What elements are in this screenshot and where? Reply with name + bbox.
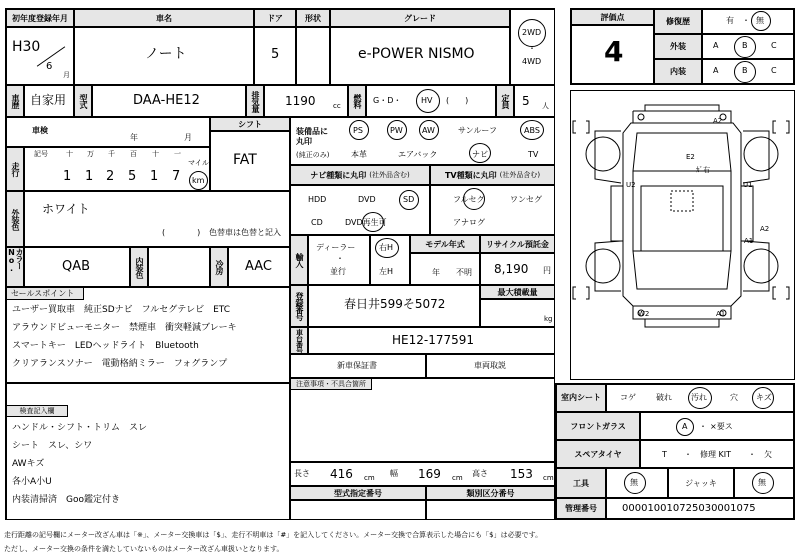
- mileage-header: 走行: [6, 147, 24, 191]
- disp-unit: cc: [333, 102, 341, 110]
- windshield-header: フロントガラス: [556, 412, 640, 440]
- mileage-sub-6: 一: [174, 150, 181, 158]
- interior-header: 内装: [654, 59, 702, 84]
- spare-dot2: ・: [748, 450, 756, 459]
- exterior-a: A: [713, 41, 719, 50]
- month-value: 6: [46, 61, 53, 72]
- manual: 車両取説: [474, 361, 506, 370]
- drive-dot: ・: [528, 44, 536, 53]
- sheet-yogore: 汚れ: [691, 393, 707, 402]
- navi-dvdplay: DVD再生可: [345, 218, 387, 227]
- color-value: ホワイト: [42, 202, 90, 216]
- score-cell: [571, 25, 654, 84]
- shape-header: 形状: [296, 9, 330, 27]
- width-label: 幅: [390, 469, 398, 478]
- mileage-sub-5: 十: [152, 150, 159, 158]
- fuel-gd: G・D・: [373, 96, 402, 105]
- equip-ps: PS: [353, 126, 363, 135]
- usage-header: 車歴: [6, 85, 24, 117]
- color-note: 色替車は色替と記入: [209, 228, 281, 237]
- spare-none: 欠: [764, 450, 772, 459]
- equip-label: 装備品に丸印: [296, 127, 328, 146]
- equip-tv: TV: [528, 150, 539, 159]
- reg-value: 春日井599そ5072: [344, 297, 446, 311]
- fuel-header: 燃料: [348, 85, 366, 117]
- equip-sunroof: サンルーフ: [458, 126, 497, 135]
- fuel-paren: ( ): [446, 96, 469, 105]
- footer-line-2: ただし、メーター交換の条件を満たしていないものはメーター改ざん車扱いとなります。: [4, 545, 284, 553]
- equip-pw: PW: [390, 126, 403, 135]
- notes-header: 注意事項・不具合箇所: [290, 378, 372, 390]
- footer-line-1: 走行距離の記号欄にメーター改ざん車は「※」、メーター交換車は「$」、走行不明車は「#」を記入してください。メーター交換で合算表示した場合にも「$」は必要です。: [4, 531, 543, 539]
- type-no-cell: [290, 500, 426, 520]
- repair-header: 修復歴: [654, 9, 702, 34]
- mileage-digit-0: 1: [63, 169, 72, 184]
- mileage-sub-3: 千: [108, 150, 115, 158]
- mileage-digit-2: 2: [106, 169, 115, 184]
- diag-label-0: A2: [713, 117, 723, 125]
- inspection-year: 年: [130, 133, 138, 142]
- height-label: 高さ: [472, 469, 488, 478]
- color-no-header: カラーNo.: [6, 247, 24, 287]
- color-paren: ( ): [162, 228, 201, 237]
- interior-sheet-header: 室内シート: [556, 384, 606, 412]
- chassis-value: HE12-177591: [392, 333, 475, 347]
- color-header: 外装色: [6, 191, 24, 247]
- inspector-line-1: シート スレ、シワ: [12, 441, 93, 451]
- tv-fullseg: フルセグ: [453, 195, 485, 204]
- spare-t: T: [662, 450, 667, 459]
- mileage-sub-4: 百: [130, 150, 137, 158]
- interior-color-cell: [148, 247, 210, 287]
- repair-no: 無: [756, 16, 764, 25]
- import-dot: ・: [336, 254, 344, 263]
- interior-a: A: [713, 66, 719, 75]
- car-diagram: [571, 91, 794, 379]
- disp-header: 排気量: [246, 85, 264, 117]
- model-year-unknown: 不明: [456, 268, 472, 277]
- jack-header: ジャッキ: [668, 468, 734, 498]
- mileage-cell: [24, 147, 210, 191]
- weight-header: 最大積載量: [480, 285, 555, 299]
- tv-header: TV種類に丸印 (社外品含む): [430, 165, 555, 185]
- diag-label-7: E2: [686, 153, 695, 161]
- equip-label2: (純正のみ): [296, 151, 330, 159]
- import-dealer: ディーラー: [316, 243, 356, 252]
- color-no-value: QAB: [62, 259, 91, 274]
- tools-value: 無: [630, 478, 638, 487]
- tools-header: 工具: [556, 468, 606, 498]
- drive-4wd: 4WD: [522, 57, 542, 66]
- diag-label-5: A1: [716, 310, 726, 318]
- cap-unit: 人: [542, 102, 549, 110]
- score-value: 4: [604, 35, 624, 68]
- cap-value: 5: [522, 94, 530, 108]
- cap-header: 定員: [496, 85, 514, 117]
- sales-line-2: スマートキー LEDヘッドライト Bluetooth: [12, 341, 199, 351]
- equip-navi: ナビ: [472, 150, 488, 159]
- mileage-sub-1: 十: [66, 150, 73, 158]
- tv-analog: アナログ: [453, 218, 485, 227]
- equip-leather: 本革: [351, 150, 367, 159]
- diag-label-4: W2: [638, 310, 650, 318]
- navi-sd: SD: [403, 195, 415, 204]
- repair-yes: 有: [726, 16, 734, 25]
- sales-line-3: クリアランスソナー 電動格納ミラー フォグランプ: [12, 359, 228, 369]
- sheet-ana: 穴: [730, 393, 738, 402]
- handle-r: 右H: [379, 243, 394, 252]
- interior-c: C: [771, 66, 777, 75]
- disp-value: 1190: [285, 94, 316, 108]
- inspector-header: 検査記入欄: [6, 405, 68, 417]
- navi-header: ナビ種類に丸印 (社外品含む): [290, 165, 430, 185]
- exterior-c: C: [771, 41, 777, 50]
- sheet-yabure: 破れ: [656, 393, 672, 402]
- mileage-sub-2: 万: [87, 150, 94, 158]
- navi-hdd: HDD: [308, 195, 327, 204]
- diag-label-8: ｶﾞ右: [696, 166, 710, 174]
- diag-label-1: U2: [626, 181, 636, 189]
- exterior-b: B: [742, 41, 748, 50]
- sales-header: セールスポイント: [6, 287, 84, 300]
- model-header: 型式: [74, 85, 92, 117]
- era-value: H30: [12, 39, 41, 55]
- interior-b: B: [742, 66, 748, 75]
- class-no-cell: [426, 500, 555, 520]
- shape-cell: [296, 27, 330, 85]
- model-year-header: モデル年式: [410, 235, 480, 253]
- new-warranty: 新車保証書: [337, 361, 377, 370]
- exterior-header: 外装: [654, 34, 702, 59]
- interior-color-header: 内装色: [130, 247, 148, 287]
- sales-line-1: アラウンドビューモニター 禁煙車 衝突軽減ブレーキ: [12, 323, 237, 333]
- door-header: ドア: [254, 9, 296, 27]
- import-parallel: 並行: [330, 267, 346, 276]
- diag-label-6: A1: [744, 237, 754, 245]
- mgmt-header: 管理番号: [556, 498, 606, 519]
- fuel-hv: HV: [421, 96, 433, 105]
- shift-value: FAT: [233, 152, 257, 168]
- windshield-a: A: [682, 422, 688, 431]
- type-no-header: 型式指定番号: [290, 486, 426, 500]
- mileage-sub-7: マイル: [188, 159, 209, 167]
- chassis-header: 車台番号: [290, 327, 308, 354]
- inspection-month: 月: [184, 133, 192, 142]
- repair-dot: ・: [742, 16, 750, 25]
- length-unit: cm: [364, 474, 375, 482]
- reg-year-header: 初年度登録年月: [6, 9, 74, 27]
- width-value: 169: [418, 467, 441, 481]
- notes-cell: [290, 378, 555, 462]
- mileage-digit-4: 1: [150, 169, 159, 184]
- inspection-label: 車検: [32, 126, 48, 135]
- inspector-line-3: 各小A小U: [12, 477, 52, 487]
- equip-airbag: エアバック: [398, 150, 438, 159]
- cap-cell: [514, 85, 555, 117]
- km-unit: km: [192, 176, 205, 185]
- color-cell: [24, 191, 290, 247]
- inspector-line-0: ハンドル・シフト・トリム スレ: [12, 423, 148, 433]
- diag-label-3: A2: [760, 225, 770, 233]
- length-label: 長さ: [294, 469, 310, 478]
- model-value: DAA-HE12: [133, 93, 200, 108]
- mileage-sub-0: 記号: [34, 150, 48, 158]
- height-value: 153: [510, 467, 533, 481]
- width-unit: cm: [452, 474, 463, 482]
- model-year-year: 年: [432, 268, 440, 277]
- grade-value: e-POWER NISMO: [358, 46, 475, 62]
- tv-oneseg: ワンセグ: [510, 195, 542, 204]
- diag-label-2: U1: [743, 181, 753, 189]
- month-unit: 月: [63, 71, 70, 79]
- handle-l: 左H: [379, 267, 394, 276]
- car-name-header: 車名: [74, 9, 254, 27]
- mileage-digit-5: 7: [172, 169, 181, 184]
- class-no-header: 類別区分番号: [426, 486, 555, 500]
- sheet-koge: コゲ: [620, 393, 636, 402]
- spare-dot: ・: [684, 450, 692, 459]
- recycle-yen: 円: [543, 266, 551, 275]
- weight-unit: kg: [544, 315, 553, 323]
- recycle-value: 8,190: [494, 262, 529, 276]
- recycle-header: リサイクル預託金: [480, 235, 555, 253]
- equip-aw: AW: [422, 126, 435, 135]
- score-header: 評価点: [571, 9, 654, 25]
- navi-dvd: DVD: [358, 195, 376, 204]
- ac-value: AAC: [245, 259, 272, 274]
- mileage-digit-1: 1: [85, 169, 94, 184]
- spare-header: スペアタイヤ: [556, 440, 640, 468]
- grade-header: グレード: [330, 9, 510, 27]
- ac-header: 冷房: [210, 247, 228, 287]
- length-value: 416: [330, 467, 353, 481]
- mgmt-value: 000010010725030001075: [622, 503, 756, 514]
- spare-kit: 修理 KIT: [700, 450, 732, 459]
- windshield-x: ×要ス: [710, 422, 733, 431]
- import-header: 輸入: [290, 235, 308, 285]
- doors-value: 5: [271, 47, 280, 62]
- height-unit: cm: [543, 474, 554, 482]
- usage-value: 自家用: [30, 93, 67, 107]
- windshield-dot: ・: [699, 422, 707, 431]
- drive-2wd: 2WD: [522, 28, 542, 37]
- reg-header: 登録番号: [290, 285, 308, 327]
- inspector-line-4: 内装清掃済 Goo鑑定付き: [12, 495, 120, 505]
- mileage-digit-3: 5: [128, 169, 137, 184]
- jack-value: 無: [758, 478, 766, 487]
- car-name-value: ノート: [145, 46, 187, 62]
- shift-header: シフト: [210, 117, 290, 131]
- tv-cell: [430, 185, 555, 235]
- equip-abs: ABS: [524, 126, 540, 135]
- sheet-kizu: キズ: [756, 393, 772, 402]
- sales-line-0: ユーザー買取車 純正SDナビ フルセグテレビ ETC: [12, 305, 231, 315]
- navi-cd: CD: [311, 218, 323, 227]
- inspector-line-2: AWキズ: [12, 459, 45, 469]
